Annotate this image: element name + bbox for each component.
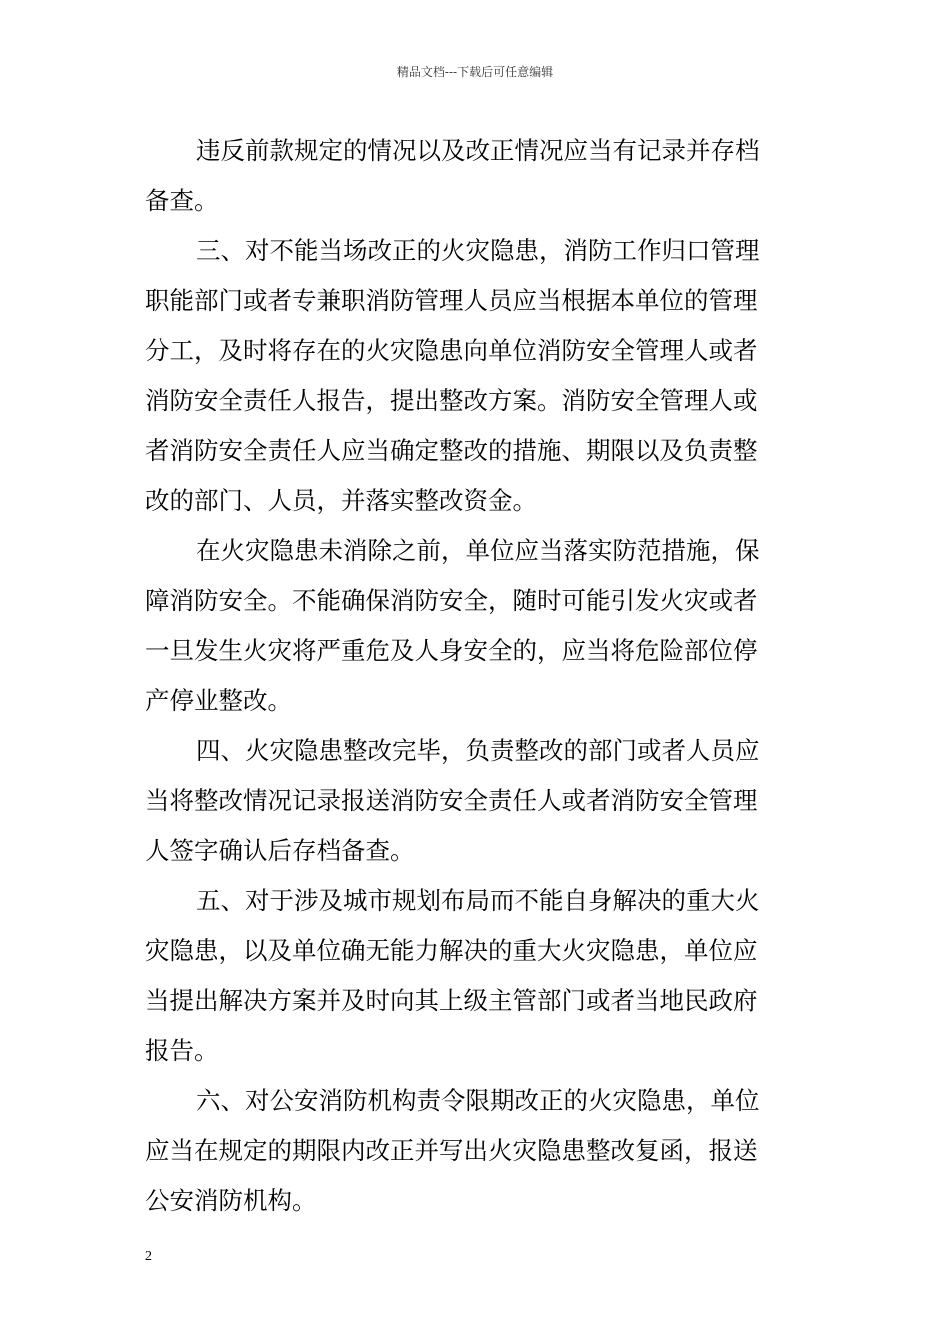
- paragraph-line: 人签字确认后存档备查。: [145, 836, 415, 865]
- paragraph-line: 一旦发生火灾将严重危及人身安全的，应当将危险部位停: [145, 636, 758, 665]
- paragraph-line: 者消防安全责任人应当确定整改的措施、期限以及负责整: [145, 436, 758, 465]
- paragraph-line: 应当在规定的期限内改正并写出火灾隐患整改复函，报送: [145, 1136, 758, 1165]
- paragraph-line: 分工，及时将存在的火灾隐患向单位消防安全管理人或者: [145, 336, 758, 365]
- paragraph: [145, 876, 785, 1076]
- paragraph-line: 五、对于涉及城市规划布局而不能自身解决的重大火: [196, 886, 760, 915]
- page-number: 2: [145, 1249, 152, 1264]
- paragraph-line: 报告。: [145, 1036, 219, 1065]
- paragraph-line: 六、对公安消防机构责令限期改正的火灾隐患，单位: [196, 1086, 760, 1115]
- paragraph: [145, 226, 785, 526]
- paragraph-line: 消防安全责任人报告，提出整改方案。消防安全管理人或: [145, 386, 758, 415]
- paragraph-line: 违反前款规定的情况以及改正情况应当有记录并存档: [196, 136, 760, 165]
- paragraph-line: 公安消防机构。: [145, 1186, 317, 1215]
- paragraph: [145, 126, 785, 226]
- paragraph-line: 产停业整改。: [145, 686, 292, 715]
- paragraph: [145, 726, 785, 876]
- paragraph-line: 当提出解决方案并及时向其上级主管部门或者当地民政府: [145, 986, 758, 1015]
- paragraph: [145, 526, 785, 726]
- paragraph-line: 四、火灾隐患整改完毕，负责整改的部门或者人员应: [196, 736, 760, 765]
- document-body: [145, 126, 785, 1226]
- paragraph: [145, 1076, 785, 1226]
- paragraph-line: 当将整改情况记录报送消防安全责任人或者消防安全管理: [145, 786, 758, 815]
- paragraph-line: 备查。: [145, 186, 219, 215]
- paragraph-line: 在火灾隐患未消除之前，单位应当落实防范措施，保: [196, 536, 760, 565]
- paragraph-line: 障消防安全。不能确保消防安全，随时可能引发火灾或者: [145, 586, 758, 615]
- paragraph-line: 改的部门、人员，并落实整改资金。: [145, 486, 537, 515]
- paragraph-line: 三、对不能当场改正的火灾隐患，消防工作归口管理: [196, 236, 760, 265]
- paragraph-line: 灾隐患，以及单位确无能力解决的重大火灾隐患，单位应: [145, 936, 758, 965]
- page-header: 精品文档---下载后可任意编辑: [396, 65, 554, 79]
- paragraph-line: 职能部门或者专兼职消防管理人员应当根据本单位的管理: [145, 286, 758, 315]
